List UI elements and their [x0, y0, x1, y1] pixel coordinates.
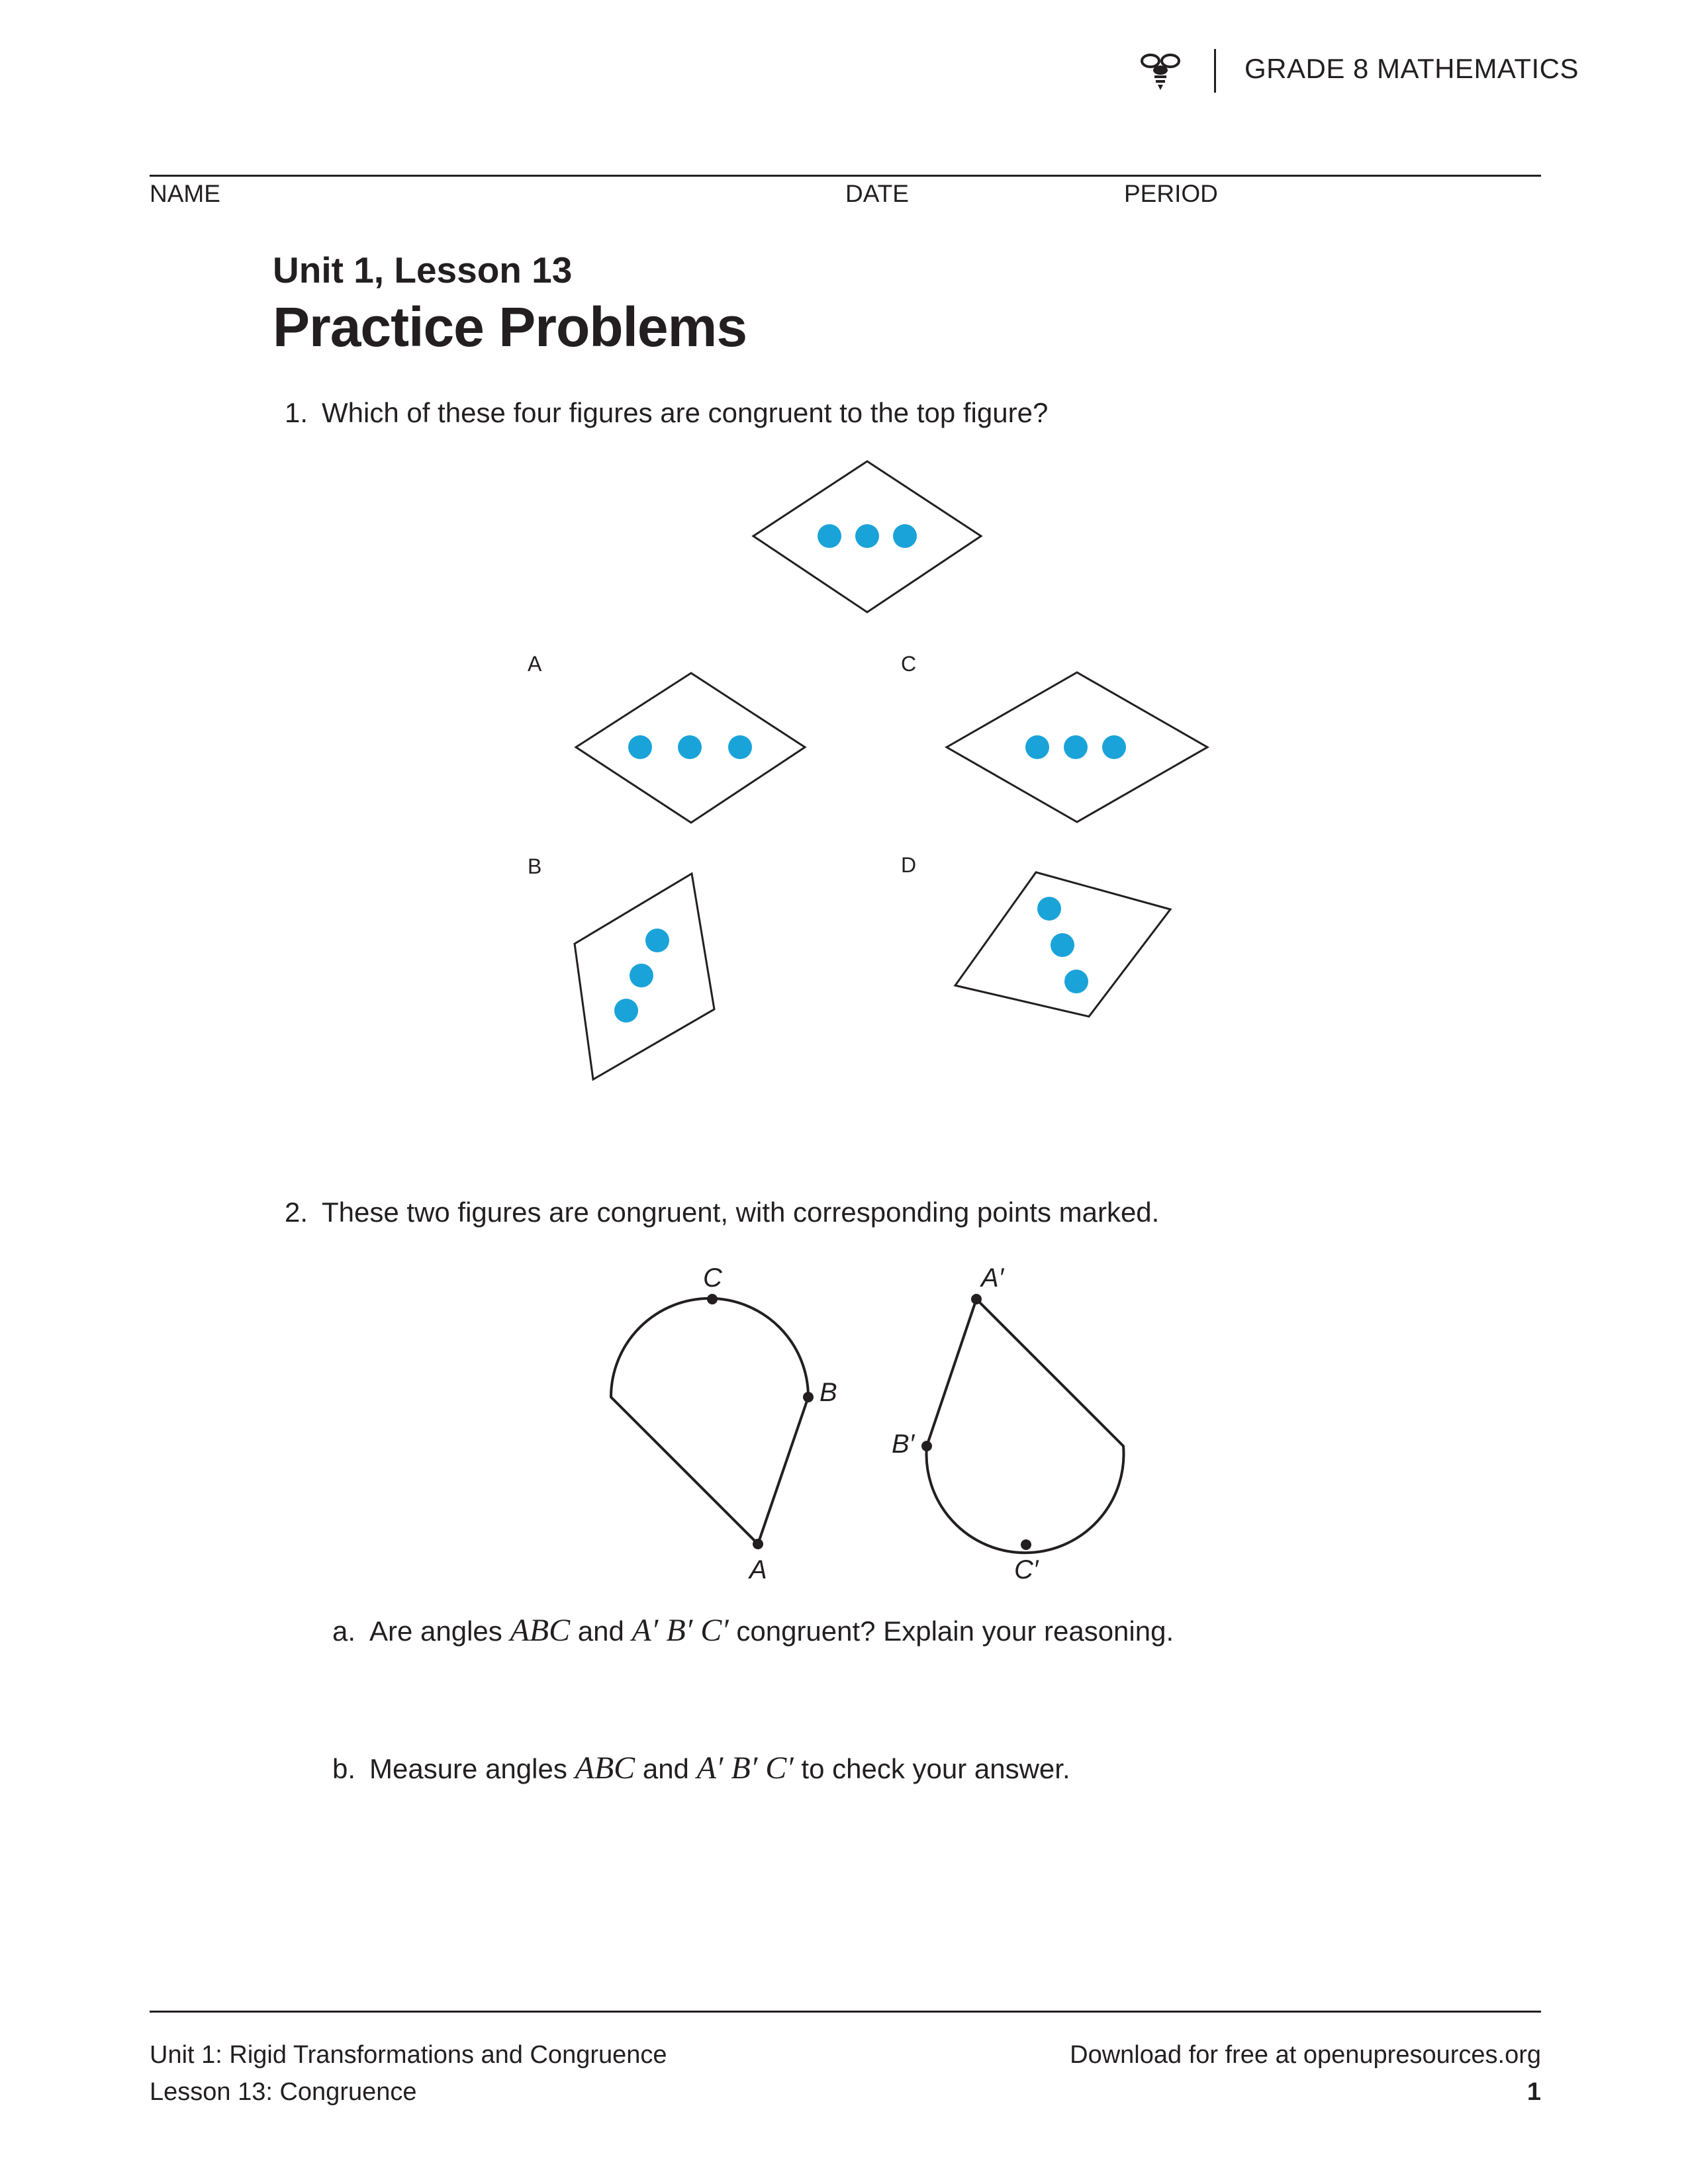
point-a-prime — [971, 1294, 982, 1304]
part-prefix: Measure angles — [369, 1753, 567, 1784]
part-and: and — [577, 1615, 624, 1647]
question-2b — [332, 1750, 1070, 1786]
part-suffix: congruent? Explain your reasoning. — [736, 1615, 1174, 1647]
question-2a — [332, 1612, 1174, 1649]
footer-download-link[interactable]: Download for free at openupresources.org — [1070, 2041, 1541, 2069]
part-letter: a. — [332, 1615, 356, 1647]
unit-lesson-heading: Unit 1, Lesson 13 — [273, 250, 573, 291]
option-c-label: C — [901, 652, 917, 676]
page-title: Practice Problems — [273, 296, 747, 358]
point-c-prime-label: C′ — [1014, 1555, 1039, 1584]
option-a-label: A — [528, 652, 542, 676]
part-prefix: Are angles — [369, 1615, 502, 1647]
point-c — [707, 1294, 718, 1304]
question-number: 1. — [285, 397, 308, 428]
angle-abc: ABC — [510, 1613, 571, 1648]
course-title: GRADE 8 MATHEMATICS — [1244, 53, 1579, 84]
page-number: 1 — [1526, 2078, 1541, 2106]
question-number: 2. — [285, 1197, 308, 1228]
date-label: DATE — [845, 180, 909, 207]
option-b-label: B — [528, 854, 542, 878]
angle-a-prime-b-prime-c-prime: A′ B′ C′ — [632, 1613, 729, 1648]
point-a-prime-label: A′ — [981, 1263, 1004, 1293]
left-figure-outline — [611, 1298, 808, 1544]
name-label: NAME — [150, 180, 220, 207]
footer-unit: Unit 1: Rigid Transformations and Congruence — [150, 2041, 667, 2069]
point-a-label: A — [749, 1555, 767, 1584]
part-suffix: to check your answer. — [801, 1753, 1070, 1784]
option-d-label: D — [901, 853, 917, 877]
point-b-prime-label: B′ — [892, 1430, 915, 1459]
angle-abc: ABC — [575, 1751, 635, 1786]
point-b — [803, 1392, 814, 1402]
question-text: Which of these four figures are congruent to the top figure? — [322, 397, 1049, 428]
right-figure-outline — [927, 1299, 1124, 1553]
point-a — [753, 1539, 763, 1549]
footer-lesson: Lesson 13: Congruence — [150, 2078, 417, 2106]
footer-rule — [150, 2011, 1541, 2013]
point-c-label: C — [703, 1263, 722, 1293]
point-b-label: B — [820, 1378, 837, 1407]
part-and: and — [642, 1753, 689, 1784]
point-c-prime — [1021, 1539, 1031, 1550]
angle-a-prime-b-prime-c-prime: A′ B′ C′ — [696, 1751, 794, 1786]
question-text: These two figures are congruent, with corresponding points marked. — [322, 1197, 1160, 1228]
part-letter: b. — [332, 1753, 356, 1784]
period-label: PERIOD — [1124, 180, 1218, 207]
point-b-prime — [921, 1441, 932, 1451]
